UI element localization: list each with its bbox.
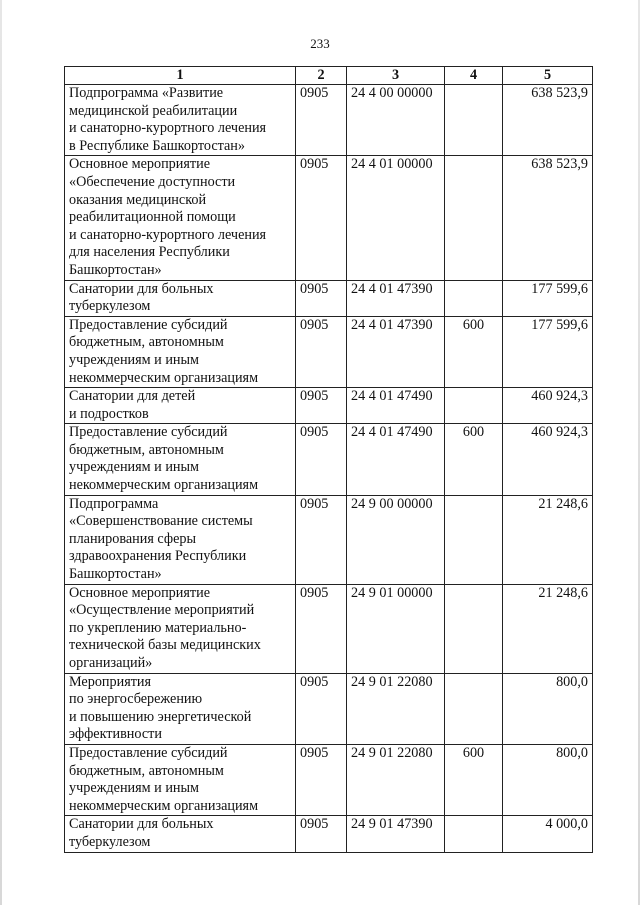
row-name-line: Башкортостан» — [69, 566, 162, 583]
page-number: 233 — [310, 36, 330, 51]
table-row — [65, 85, 593, 156]
row-amount-cell: 800,0 — [503, 744, 593, 815]
table-row — [65, 584, 593, 673]
row-code-cell: 24 9 01 22080 — [347, 744, 445, 815]
row-name-line: Санатории для детей — [69, 388, 196, 405]
row-kind-cell — [445, 156, 503, 280]
table-row — [65, 280, 593, 316]
column-header-amount: 5 — [503, 67, 593, 85]
row-name-line: бюджетным, автономным — [69, 762, 224, 779]
row-name-line: туберкулезом — [69, 833, 151, 850]
row-kind-cell — [445, 816, 503, 852]
column-header-kind: 4 — [445, 67, 503, 85]
row-kind-cell: 600 — [445, 316, 503, 387]
row-name-cell — [65, 316, 296, 387]
row-code-cell: 24 9 01 22080 — [347, 673, 445, 744]
row-name-line: Основное мероприятие — [69, 584, 210, 601]
row-amount-cell: 800,0 — [503, 673, 593, 744]
row-name-line: Предоставление субсидий — [69, 424, 228, 441]
row-section-cell: 0905 — [296, 673, 347, 744]
header-row — [65, 67, 593, 85]
row-name-line: туберкулезом — [69, 298, 151, 315]
table-row — [65, 744, 593, 815]
row-amount-cell: 21 248,6 — [503, 495, 593, 584]
row-name-line: реабилитационной помощи — [69, 209, 236, 226]
row-code-cell: 24 9 01 47390 — [347, 816, 445, 852]
row-name-cell — [65, 388, 296, 424]
table-row — [65, 156, 593, 280]
row-name-line: и санаторно-курортного лечения — [69, 226, 267, 243]
row-name-line: Предоставление субсидий — [69, 316, 228, 333]
row-section-cell: 0905 — [296, 816, 347, 852]
row-name-line: для населения Республики — [69, 244, 230, 261]
column-header-name: 1 — [65, 67, 296, 85]
row-amount-cell: 4 000,0 — [503, 816, 593, 852]
row-section-cell: 0905 — [296, 316, 347, 387]
row-amount-cell: 638 523,9 — [503, 156, 593, 280]
row-name-line: некоммерческим организациям — [69, 477, 259, 494]
column-header-section: 2 — [296, 67, 347, 85]
row-name-cell — [65, 495, 296, 584]
row-code-cell: 24 4 01 00000 — [347, 156, 445, 280]
table-row — [65, 388, 593, 424]
budget-table — [64, 66, 593, 853]
table-row — [65, 424, 593, 495]
row-name-line: медицинской реабилитации — [69, 102, 238, 119]
row-name-line: бюджетным, автономным — [69, 334, 224, 351]
row-name-cell — [65, 816, 296, 852]
column-header-code: 3 — [347, 67, 445, 85]
row-name-line: технической базы медицинских — [69, 637, 261, 654]
row-name-line: некоммерческим организациям — [69, 797, 259, 814]
row-name-line: организаций» — [69, 655, 153, 671]
row-kind-cell: 600 — [445, 744, 503, 815]
row-name-line: Основное мероприятие — [69, 156, 210, 173]
table-row — [65, 816, 593, 852]
row-name-line: здравоохранения Республики — [69, 548, 247, 565]
table-row — [65, 316, 593, 387]
table-body — [65, 85, 593, 853]
row-name-line: Башкортостан» — [69, 261, 162, 278]
row-name-line: учреждениям и иным — [69, 780, 200, 797]
scan-edge-left — [0, 0, 2, 905]
row-name-line: и подростков — [69, 405, 149, 422]
row-name-cell — [65, 744, 296, 815]
row-name-line: «Обеспечение доступности — [69, 173, 236, 190]
row-amount-cell: 460 924,3 — [503, 388, 593, 424]
row-name-line: Подпрограмма «Развитие — [69, 85, 224, 101]
row-name-cell — [65, 85, 296, 156]
row-section-cell: 0905 — [296, 85, 347, 156]
row-name-line: Мероприятия — [69, 673, 152, 690]
row-name-line: учреждениям и иным — [69, 459, 200, 476]
row-kind-cell — [445, 673, 503, 744]
row-section-cell: 0905 — [296, 495, 347, 584]
row-kind-cell — [445, 85, 503, 156]
row-name-cell — [65, 156, 296, 280]
row-code-cell: 24 9 00 00000 — [347, 495, 445, 584]
row-section-cell: 0905 — [296, 388, 347, 424]
row-name-line: бюджетным, автономным — [69, 441, 224, 458]
row-name-line: эффективности — [69, 726, 162, 743]
row-amount-cell: 177 599,6 — [503, 316, 593, 387]
row-name-cell — [65, 673, 296, 744]
row-name-line: Санатории для больных — [69, 816, 214, 833]
row-name-cell — [65, 280, 296, 316]
row-name-cell — [65, 584, 296, 673]
row-section-cell: 0905 — [296, 584, 347, 673]
row-name-cell — [65, 424, 296, 495]
row-code-cell: 24 4 01 47390 — [347, 316, 445, 387]
row-kind-cell — [445, 584, 503, 673]
row-name-line: в Республике Башкортостан» — [69, 137, 245, 154]
row-name-line: и повышению энергетической — [69, 708, 252, 725]
row-name-line: по укреплению материально- — [69, 619, 247, 636]
row-code-cell: 24 9 01 00000 — [347, 584, 445, 673]
row-kind-cell — [445, 280, 503, 316]
row-amount-cell: 638 523,9 — [503, 85, 593, 156]
row-amount-cell: 177 599,6 — [503, 280, 593, 316]
row-kind-cell — [445, 495, 503, 584]
row-code-cell: 24 4 01 47490 — [347, 424, 445, 495]
row-name-line: учреждениям и иным — [69, 351, 200, 368]
row-section-cell: 0905 — [296, 280, 347, 316]
row-section-cell: 0905 — [296, 744, 347, 815]
row-name-line: некоммерческим организациям — [69, 369, 259, 386]
row-name-line: планирования сферы — [69, 530, 196, 547]
row-name-line: по энергосбережению — [69, 691, 203, 708]
row-amount-cell: 21 248,6 — [503, 584, 593, 673]
row-name-line: Подпрограмма — [69, 495, 159, 512]
row-section-cell: 0905 — [296, 424, 347, 495]
row-kind-cell — [445, 388, 503, 424]
table-row — [65, 673, 593, 744]
row-name-line: Санатории для больных — [69, 280, 214, 297]
row-kind-cell: 600 — [445, 424, 503, 495]
row-code-cell: 24 4 00 00000 — [347, 85, 445, 156]
row-name-line: Предоставление субсидий — [69, 744, 228, 761]
table-row — [65, 495, 593, 584]
row-section-cell: 0905 — [296, 156, 347, 280]
row-name-line: оказания медицинской — [69, 191, 207, 208]
row-name-line: «Совершенствование системы — [69, 513, 253, 530]
row-code-cell: 24 4 01 47490 — [347, 388, 445, 424]
row-name-line: и санаторно-курортного лечения — [69, 120, 267, 137]
row-amount-cell: 460 924,3 — [503, 424, 593, 495]
row-code-cell: 24 4 01 47390 — [347, 280, 445, 316]
row-name-line: «Осуществление мероприятий — [69, 602, 255, 619]
